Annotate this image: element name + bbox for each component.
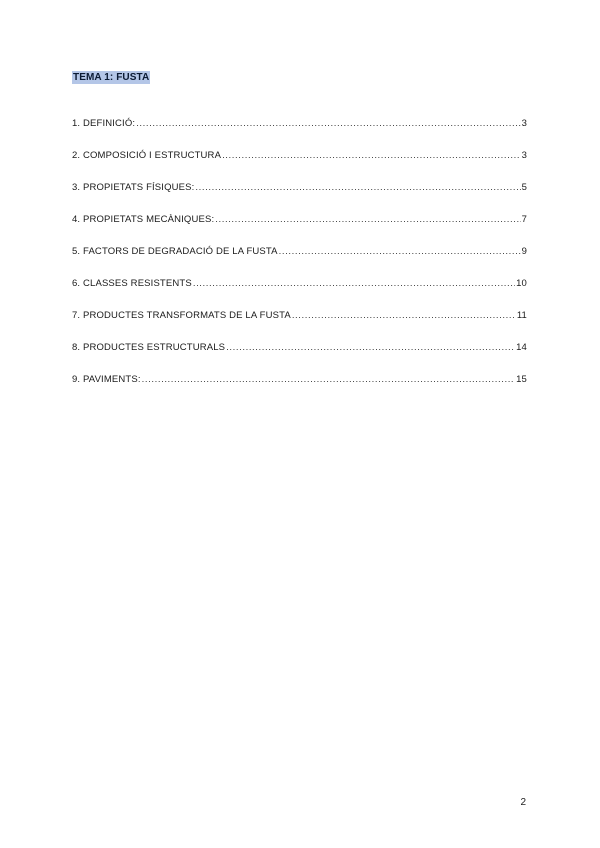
page-number: 2	[520, 797, 526, 808]
toc-entry-label: 7. PRODUCTES TRANSFORMATS DE LA FUSTA	[72, 310, 291, 321]
toc-entry-classes-resistents[interactable]	[72, 278, 527, 310]
toc-entry-page: 10	[516, 278, 527, 289]
toc-entry-page: 5	[521, 182, 527, 193]
toc-dot-leader	[195, 182, 520, 193]
toc-dot-leader	[142, 374, 515, 385]
toc-entry-page: 9	[521, 246, 527, 257]
toc-dot-leader	[279, 246, 521, 257]
toc-dot-leader	[136, 118, 520, 129]
toc-dot-leader	[215, 214, 520, 225]
toc-entry-propietats-mecaniques[interactable]	[72, 214, 527, 246]
toc-entry-label: 1. DEFINICIÓ:	[72, 118, 136, 129]
toc-entry-label: 4. PROPIETATS MECÀNIQUES:	[72, 214, 215, 225]
toc-entry-label: 9. PAVIMENTS:	[72, 374, 141, 385]
toc-entry-label: 2. COMPOSICIÓ I ESTRUCTURA	[72, 150, 222, 161]
toc-entry-label: 5. FACTORS DE DEGRADACIÓ DE LA FUSTA	[72, 246, 278, 257]
toc-entry-page: 11	[516, 310, 527, 321]
document-title: TEMA 1: FUSTA	[73, 72, 150, 83]
toc-entry-page: 3	[521, 150, 527, 161]
toc-entry-propietats-fisiques[interactable]	[72, 182, 527, 214]
toc-entry-productes-transformats[interactable]	[72, 310, 527, 342]
toc-entry-paviments[interactable]	[72, 374, 527, 406]
toc-entry-factors-degradacio[interactable]	[72, 246, 527, 278]
toc-dot-leader	[226, 342, 515, 353]
table-of-contents	[72, 118, 527, 406]
toc-entry-page: 14	[516, 342, 527, 353]
toc-dot-leader	[222, 150, 521, 161]
toc-entry-label: 6. CLASSES RESISTENTS	[72, 278, 192, 289]
toc-entry-page: 7	[521, 214, 527, 225]
toc-entry-label: 3. PROPIETATS FÍSIQUES:	[72, 182, 195, 193]
toc-entry-label: 8. PRODUCTES ESTRUCTURALS	[72, 342, 226, 353]
toc-entry-definicio[interactable]	[72, 118, 527, 150]
toc-entry-page: 15	[516, 374, 527, 385]
toc-dot-leader	[292, 310, 516, 321]
toc-entry-composicio[interactable]	[72, 150, 527, 182]
toc-dot-leader	[193, 278, 515, 289]
toc-entry-page: 3	[521, 118, 527, 129]
toc-entry-productes-estructurals[interactable]	[72, 342, 527, 374]
